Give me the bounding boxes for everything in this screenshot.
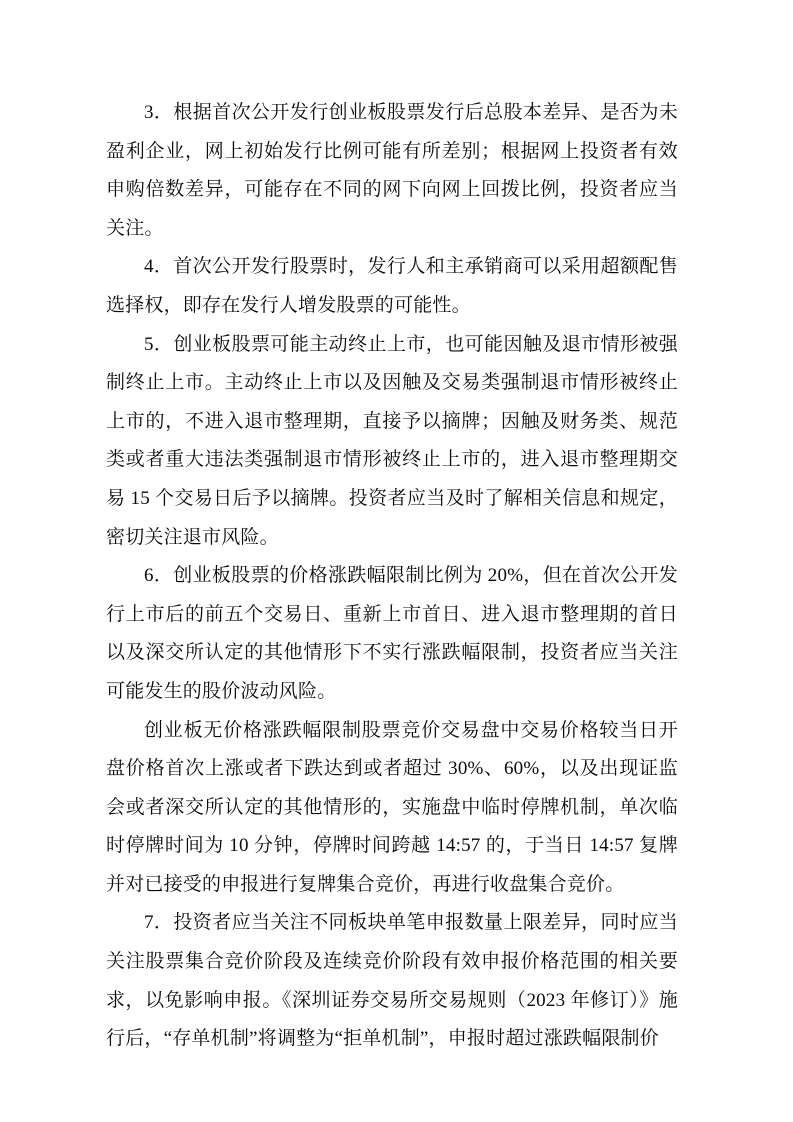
paragraph-item-5: 5．创业板股票可能主动终止上市，也可能因触及退市情形被强制终止上市。主动终止上市以及因触及交易类强制退市情形被终止上市的，不进入退市整理期，直接予以摘牌；因触及财务类、规范类或者重大违法类强制退市情形被终止上市的，进入退市整理期交易 15 个交易日后予以摘牌。投资者应当及时了解相关信息和规定，密切关注退市风险。 [106,333,678,548]
paragraph-intraday-halt: 创业板无价格涨跌幅限制股票竞价交易盘中交易价格较当日开盘价格首次上涨或者下跌达到或者超过 30%、60%，以及出现证监会或者深交所认定的其他情形的，实施盘中临时停牌机制，单次临时停牌时间为 10 分钟，停牌时间跨越 14:57 的，于当日 14:57 复牌并对已接受的申报进行复牌集合竞价，再进行收盘集合竞价。 [106,719,678,895]
paragraph-item-3: 3．根据首次公开发行创业板股票发行后总股本差异、是否为未盈利企业，网上初始发行比例可能有所差别；根据网上投资者有效申购倍数差异，可能存在不同的网下向网上回拨比例，投资者应当关注。 [106,102,678,239]
paragraph-item-6: 6．创业板股票的价格涨跌幅限制比例为 20%，但在首次公开发行上市后的前五个交易日、重新上市首日、进入退市整理期的首日以及深交所认定的其他情形下不实行涨跌幅限制，投资者应当关注可能发生的股价波动风险。 [106,565,678,702]
paragraph-item-7: 7．投资者应当关注不同板块单笔申报数量上限差异，同时应当关注股票集合竞价阶段及连续竞价阶段有效申报价格范围的相关要求，以免影响申报。《深圳证券交易所交易规则（2023 年修订）》施行后，“存单机制”将调整为“拒单机制”，申报时超过涨跌幅限制价 [106,912,678,1050]
paragraph-item-4: 4．首次公开发行股票时，发行人和主承销商可以采用超额配售选择权，即存在发行人增发股票的可能性。 [106,256,678,316]
document-body [106,94,678,1059]
